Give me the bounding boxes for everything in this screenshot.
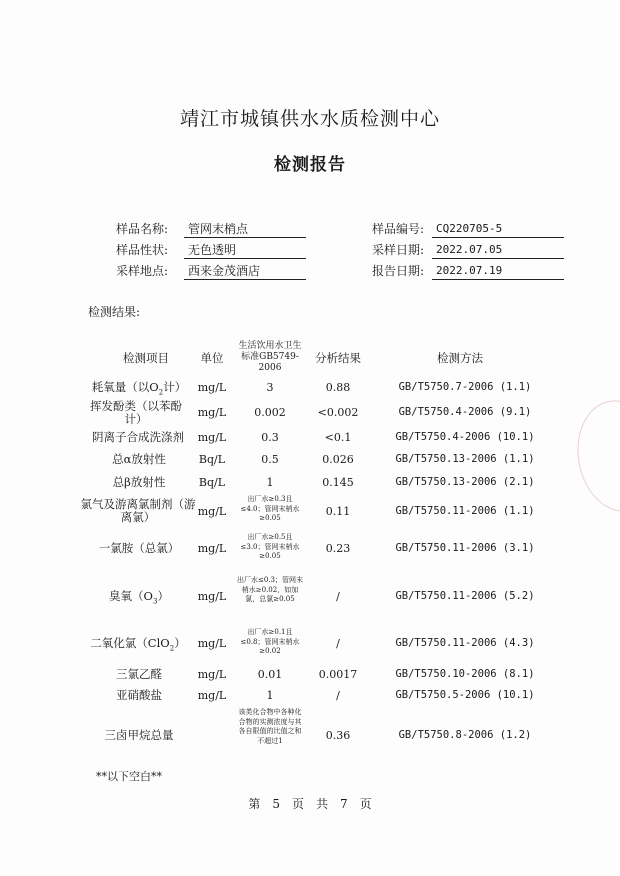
row-item-name: 二氧化氯（ClO$_2$）: [90, 636, 186, 653]
document-subtitle: 检测报告: [274, 155, 346, 175]
row-method: GB/T5750.11-2006 (5.2): [395, 590, 535, 602]
row-item-name: 阴离子合成洗涤剂: [92, 430, 184, 444]
row-method: GB/T5750.13-2006 (2.1): [395, 476, 535, 488]
row-standard: 出厂水≤0.3；管网末梢水≥0.02，如加氯，总氯≥0.05: [237, 576, 303, 603]
footer-page-prefix: 第: [248, 797, 261, 811]
row-unit: mg/L: [197, 431, 227, 444]
footer-page-number: 5: [272, 797, 280, 811]
row-unit: mg/L: [197, 505, 227, 518]
header-standard: 生活饮用水卫生标准GB5749-2006: [238, 341, 302, 373]
row-method: GB/T5750.11-2006 (1.1): [395, 505, 535, 517]
row-standard: 0.3: [261, 431, 279, 444]
sampling-date-label: 采样日期:: [372, 243, 425, 257]
sample-code-value: CQ220705-5: [432, 221, 564, 238]
row-unit: mg/L: [197, 590, 227, 603]
row-unit: Bq/L: [198, 453, 226, 466]
info-row-3: [0, 263, 620, 279]
row-standard: 出厂水≥0.5且≤3.0；管网末梢水≥0.05: [240, 533, 300, 560]
row-result: <0.1: [324, 431, 352, 444]
seal-stamp: [569, 394, 620, 519]
row-result: 0.11: [325, 505, 351, 518]
row-method: GB/T5750.4-2006 (9.1): [398, 406, 532, 418]
report-date-value: 2022.07.19: [432, 263, 564, 280]
row-item-name: 总β放射性: [112, 475, 166, 489]
row-unit: mg/L: [197, 637, 227, 650]
row-unit: mg/L: [197, 689, 227, 702]
row-method: GB/T5750.7-2006 (1.1): [398, 381, 532, 393]
sample-state-value: 无色透明: [184, 242, 306, 259]
row-unit: Bq/L: [198, 476, 226, 489]
row-result: 0.0017: [318, 668, 358, 681]
row-unit: mg/L: [197, 406, 227, 419]
sampling-location-value: 西来金茂酒店: [184, 263, 306, 280]
row-result: 0.88: [325, 381, 351, 394]
footer-page-word: 页: [291, 797, 304, 811]
row-unit: mg/L: [197, 668, 227, 681]
page-footer: [0, 795, 620, 812]
row-standard: 该类化合物中各种化合物的实测浓度与其各自限值的比值之和不超过1: [238, 708, 302, 745]
row-item-name: 臭氧$(O_3)$: [109, 589, 169, 606]
row-method: GB/T5750.11-2006 (3.1): [395, 542, 535, 554]
sample-code-label: 样品编号:: [372, 222, 425, 236]
blank-note: **以下空白**: [96, 770, 162, 783]
row-result: <0.002: [317, 406, 359, 419]
sample-name-label: 样品名称:: [116, 222, 169, 236]
header-result: 分析结果: [315, 351, 361, 365]
row-item-name: 亚硝酸盐: [116, 688, 162, 702]
row-method: GB/T5750.11-2006 (4.3): [395, 637, 535, 649]
row-unit: mg/L: [197, 542, 227, 555]
sampling-location-label: 采样地点:: [116, 264, 169, 278]
row-standard: 0.002: [254, 406, 286, 419]
row-unit: mg/L: [197, 381, 227, 394]
row-standard: 出厂水≥0.3且≤4.0；管网末梢水≥0.05: [240, 495, 300, 522]
sample-name-value: 管网末梢点: [184, 221, 306, 238]
row-result: 0.23: [325, 542, 351, 555]
row-item-name: 一氯胺（总氯）: [98, 541, 180, 555]
row-standard: 1: [266, 689, 274, 702]
row-result: /: [336, 637, 340, 650]
row-method: GB/T5750.10-2006 (8.1): [395, 668, 535, 680]
row-item-name: 总α放射性: [112, 452, 166, 466]
row-standard: 3: [266, 381, 274, 394]
report-date-label: 报告日期:: [372, 264, 425, 278]
document-title: 靖江市城镇供水水质检测中心: [179, 108, 440, 130]
row-method: GB/T5750.8-2006 (1.2): [398, 729, 532, 741]
sample-state-label: 样品性状:: [116, 243, 169, 257]
info-row-1: [0, 221, 620, 237]
header-unit: 单位: [200, 351, 224, 365]
row-method: GB/T5750.13-2006 (1.1): [395, 453, 535, 465]
row-item-name: 三卤甲烷总量: [104, 728, 174, 742]
sampling-date-value: 2022.07.05: [432, 242, 564, 259]
row-standard: 0.01: [257, 668, 283, 681]
info-row-2: [0, 242, 620, 258]
row-result: /: [336, 689, 340, 702]
row-method: GB/T5750.4-2006 (10.1): [395, 431, 535, 443]
row-result: 0.145: [322, 476, 354, 489]
footer-total-word: 页: [359, 797, 372, 811]
results-label: 检测结果:: [88, 305, 141, 319]
footer-total-pages: 7: [340, 797, 348, 811]
row-item-name: 挥发酚类（以苯酚计）: [90, 399, 182, 426]
header-item: 检测项目: [123, 351, 169, 365]
row-result: 0.36: [325, 729, 351, 742]
row-method: GB/T5750.5-2006 (10.1): [395, 689, 535, 701]
row-item-name: 耗氧量（以$O_2$计）: [91, 380, 187, 397]
row-item-name: 氯气及游离氯制剂（游离氯）: [80, 497, 196, 524]
row-standard: 1: [266, 476, 274, 489]
row-standard: 出厂水≥0.1且≤0.8；管网末梢水≥0.02: [240, 628, 300, 655]
footer-total-prefix: 共: [316, 797, 329, 811]
row-result: 0.026: [322, 453, 354, 466]
row-standard: 0.5: [261, 453, 279, 466]
row-item-name: 三氯乙醛: [116, 667, 162, 681]
header-method: 检测方法: [437, 351, 483, 365]
row-result: /: [336, 590, 340, 603]
